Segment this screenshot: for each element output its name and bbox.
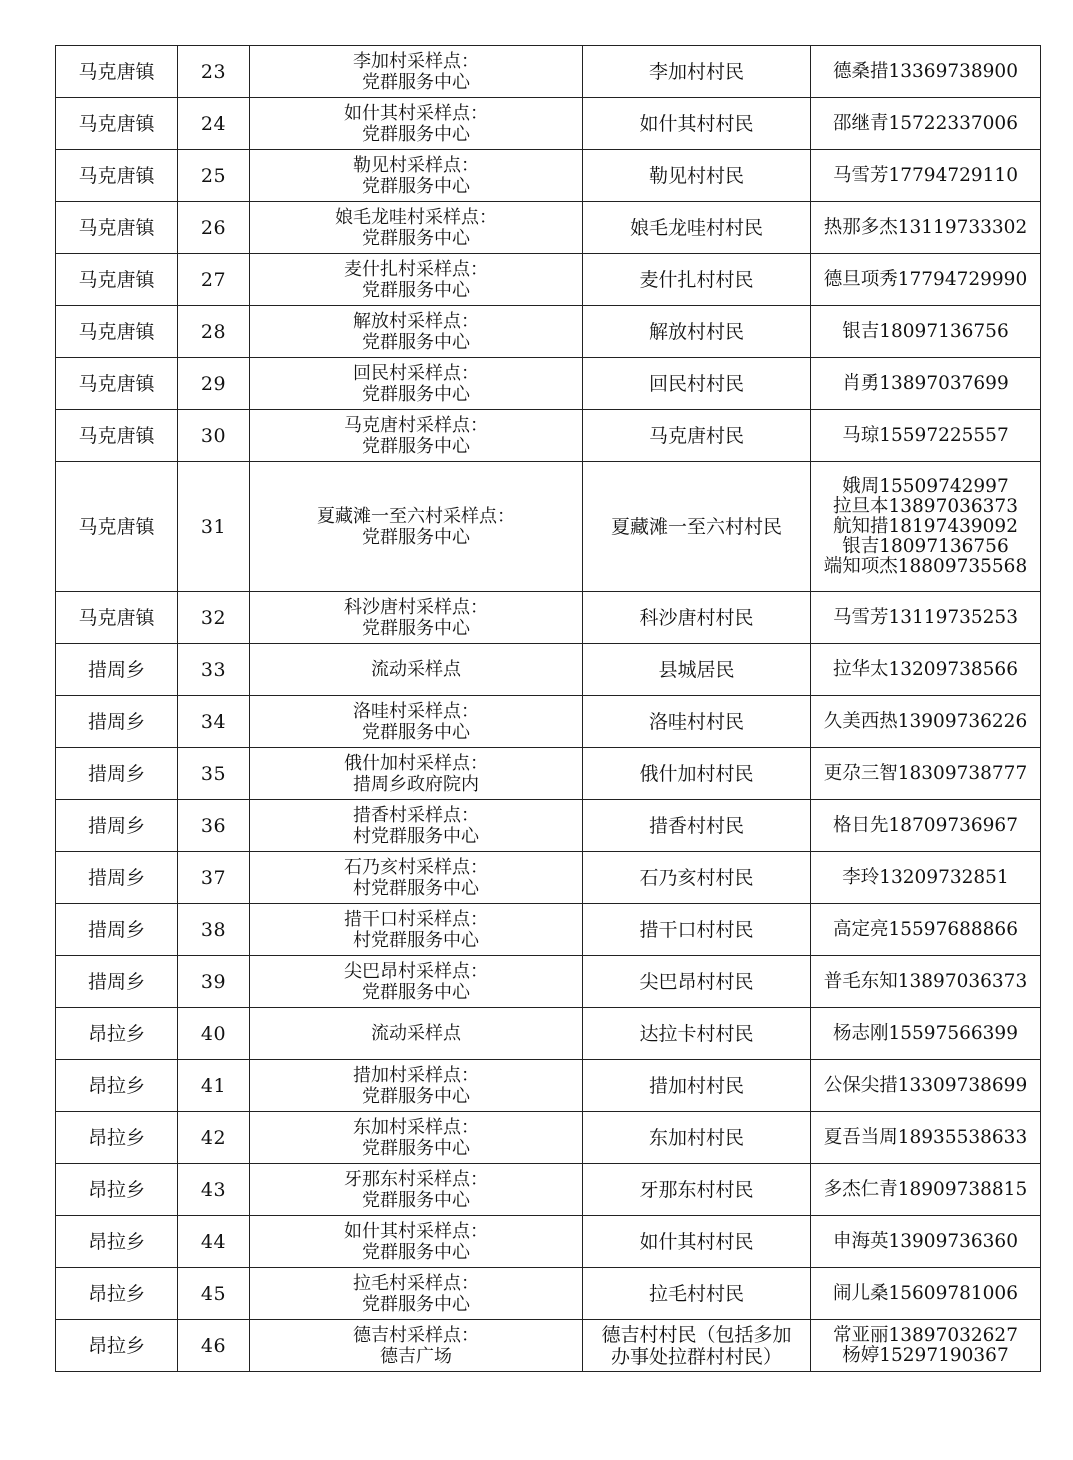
contact-cell <box>811 306 1041 358</box>
town-cell: 措周乡 <box>56 800 178 852</box>
site-cell <box>250 1060 583 1112</box>
site-cell-line: 村党群服务中心 <box>353 825 479 847</box>
target-cell-line: 德吉村村民（包括多加 <box>601 1323 792 1346</box>
target-cell-line: 洛哇村村民 <box>648 710 744 733</box>
site-cell <box>250 306 583 358</box>
table-body <box>56 46 1041 1372</box>
contact-cell <box>811 150 1041 202</box>
number-cell: 33 <box>178 644 250 696</box>
target-cell-line: 如什其村村民 <box>639 1230 754 1253</box>
site-cell-line: 李加村采样点： <box>353 50 479 72</box>
contact-cell-line: 拉华太13209738566 <box>833 658 1018 680</box>
contact-cell <box>811 462 1041 592</box>
site-cell-line: 党群服务中心 <box>362 1293 470 1315</box>
town-cell: 昂拉乡 <box>56 1008 178 1060</box>
number-cell: 46 <box>178 1320 250 1372</box>
town-cell: 措周乡 <box>56 956 178 1008</box>
target-cell-line: 办事处拉群村村民） <box>610 1345 782 1368</box>
target-cell <box>583 696 811 748</box>
site-cell-line: 流动采样点 <box>371 1023 461 1044</box>
contact-cell <box>811 358 1041 410</box>
town-cell: 昂拉乡 <box>56 1320 178 1372</box>
site-cell-line: 党群服务中心 <box>362 123 470 145</box>
table-row <box>56 202 1041 254</box>
site-cell-line: 俄什加村采样点： <box>344 752 488 774</box>
contact-cell-line: 肖勇13897037699 <box>842 372 1009 394</box>
site-cell <box>250 150 583 202</box>
contact-cell-line: 银吉18097136756 <box>842 535 1009 557</box>
town-cell: 昂拉乡 <box>56 1164 178 1216</box>
site-cell-line: 党群服务中心 <box>362 981 470 1003</box>
number-cell: 42 <box>178 1112 250 1164</box>
site-cell-line: 如什其村采样点： <box>344 102 488 124</box>
site-cell <box>250 696 583 748</box>
target-cell <box>583 46 811 98</box>
site-cell-line: 科沙唐村采样点： <box>344 596 488 618</box>
contact-cell-line: 德桑措13369738900 <box>833 60 1018 82</box>
target-cell-line: 俄什加村村民 <box>639 762 754 785</box>
town-cell: 措周乡 <box>56 748 178 800</box>
town-cell: 马克唐镇 <box>56 150 178 202</box>
number-cell: 36 <box>178 800 250 852</box>
site-cell <box>250 1216 583 1268</box>
site-cell-line: 村党群服务中心 <box>353 877 479 899</box>
target-cell-line: 拉毛村村民 <box>648 1282 744 1305</box>
contact-cell-line: 端知项杰18809735568 <box>823 555 1028 577</box>
target-cell-line: 勒见村村民 <box>648 164 744 187</box>
contact-cell-line: 拉旦本13897036373 <box>833 495 1018 517</box>
number-cell: 35 <box>178 748 250 800</box>
site-cell-line: 党群服务中心 <box>362 383 470 405</box>
target-cell <box>583 592 811 644</box>
contact-cell-line: 多杰仁青18909738815 <box>823 1178 1028 1200</box>
site-cell <box>250 748 583 800</box>
town-cell: 昂拉乡 <box>56 1112 178 1164</box>
contact-cell-line: 更尕三智18309738777 <box>823 762 1028 784</box>
number-cell: 32 <box>178 592 250 644</box>
target-cell-line: 措香村村民 <box>648 814 744 837</box>
target-cell-line: 牙那东村村民 <box>639 1178 754 1201</box>
site-cell-line: 德吉广场 <box>380 1345 452 1367</box>
town-cell: 措周乡 <box>56 904 178 956</box>
table-row <box>56 254 1041 306</box>
site-cell-line: 党群服务中心 <box>362 617 470 639</box>
contact-cell <box>811 98 1041 150</box>
target-cell <box>583 150 811 202</box>
contact-cell-line: 马雪芳17794729110 <box>833 164 1018 186</box>
site-cell <box>250 410 583 462</box>
table-row <box>56 904 1041 956</box>
site-cell <box>250 462 583 592</box>
site-cell-line: 措干口村采样点： <box>344 908 488 930</box>
table-row <box>56 748 1041 800</box>
contact-cell <box>811 904 1041 956</box>
town-cell: 昂拉乡 <box>56 1060 178 1112</box>
number-cell: 39 <box>178 956 250 1008</box>
site-cell <box>250 1268 583 1320</box>
table-row <box>56 644 1041 696</box>
site-cell-line: 党群服务中心 <box>362 227 470 249</box>
site-cell <box>250 1008 583 1060</box>
site-cell <box>250 1112 583 1164</box>
site-cell-line: 村党群服务中心 <box>353 929 479 951</box>
table-row <box>56 956 1041 1008</box>
contact-cell <box>811 800 1041 852</box>
table-row <box>56 410 1041 462</box>
target-cell-line: 石乃亥村村民 <box>639 866 754 889</box>
target-cell <box>583 748 811 800</box>
site-cell-line: 尖巴昂村采样点： <box>344 960 488 982</box>
contact-cell <box>811 1216 1041 1268</box>
site-cell-line: 措加村采样点： <box>353 1064 479 1086</box>
number-cell: 43 <box>178 1164 250 1216</box>
table-row <box>56 592 1041 644</box>
target-cell-line: 尖巴昂村村民 <box>639 970 754 993</box>
contact-cell <box>811 1164 1041 1216</box>
table-row <box>56 1216 1041 1268</box>
contact-cell <box>811 1112 1041 1164</box>
site-cell-line: 党群服务中心 <box>362 526 470 548</box>
site-cell <box>250 1164 583 1216</box>
site-cell-line: 党群服务中心 <box>362 279 470 301</box>
table-row <box>56 46 1041 98</box>
target-cell <box>583 358 811 410</box>
target-cell <box>583 202 811 254</box>
contact-cell <box>811 592 1041 644</box>
target-cell-line: 县城居民 <box>658 658 735 681</box>
target-cell <box>583 306 811 358</box>
sampling-sites-table <box>55 45 1041 1372</box>
contact-cell-line: 马雪芳13119735253 <box>833 606 1018 628</box>
site-cell-line: 娘毛龙哇村采样点： <box>335 206 497 228</box>
site-cell-line: 麦什扎村采样点： <box>344 258 488 280</box>
number-cell: 25 <box>178 150 250 202</box>
contact-cell-line: 申海英13909736360 <box>833 1230 1018 1252</box>
town-cell: 马克唐镇 <box>56 306 178 358</box>
number-cell: 27 <box>178 254 250 306</box>
site-cell-line: 党群服务中心 <box>362 71 470 93</box>
contact-cell-line: 李玲13209732851 <box>842 866 1009 888</box>
town-cell: 马克唐镇 <box>56 98 178 150</box>
table-row <box>56 1268 1041 1320</box>
contact-cell <box>811 748 1041 800</box>
number-cell: 40 <box>178 1008 250 1060</box>
contact-cell-line: 杨志刚15597566399 <box>833 1022 1018 1044</box>
target-cell-line: 马克唐村民 <box>648 424 744 447</box>
number-cell: 29 <box>178 358 250 410</box>
contact-cell-line: 银吉18097136756 <box>842 320 1009 342</box>
contact-cell-line: 马琼15597225557 <box>842 424 1009 446</box>
target-cell <box>583 904 811 956</box>
site-cell <box>250 592 583 644</box>
town-cell: 措周乡 <box>56 696 178 748</box>
site-cell-line: 洛哇村采样点： <box>353 700 479 722</box>
town-cell: 昂拉乡 <box>56 1216 178 1268</box>
target-cell <box>583 852 811 904</box>
site-cell-line: 德吉村采样点： <box>353 1324 479 1346</box>
contact-cell-line: 航知措18197439092 <box>833 515 1018 537</box>
contact-cell-line: 娥周15509742997 <box>842 475 1009 497</box>
number-cell: 23 <box>178 46 250 98</box>
target-cell-line: 如什其村村民 <box>639 112 754 135</box>
site-cell <box>250 1320 583 1372</box>
site-cell-line: 牙那东村采样点： <box>344 1168 488 1190</box>
site-cell <box>250 202 583 254</box>
target-cell-line: 达拉卡村村民 <box>639 1022 754 1045</box>
site-cell-line: 党群服务中心 <box>362 721 470 743</box>
site-cell <box>250 358 583 410</box>
contact-cell <box>811 1008 1041 1060</box>
contact-cell-line: 公保尖措13309738699 <box>823 1074 1028 1096</box>
target-cell <box>583 410 811 462</box>
target-cell-line: 解放村村民 <box>648 320 744 343</box>
contact-cell-line: 常亚丽13897032627 <box>833 1324 1018 1346</box>
table-row <box>56 358 1041 410</box>
table-row <box>56 150 1041 202</box>
site-cell-line: 流动采样点 <box>371 659 461 680</box>
target-cell <box>583 462 811 592</box>
site-cell-line: 党群服务中心 <box>362 1189 470 1211</box>
target-cell <box>583 644 811 696</box>
site-cell <box>250 956 583 1008</box>
contact-cell <box>811 46 1041 98</box>
town-cell: 马克唐镇 <box>56 254 178 306</box>
table-row <box>56 1060 1041 1112</box>
town-cell: 马克唐镇 <box>56 410 178 462</box>
target-cell-line: 麦什扎村村民 <box>639 268 754 291</box>
target-cell-line: 措加村村民 <box>648 1074 744 1097</box>
site-cell-line: 党群服务中心 <box>362 175 470 197</box>
number-cell: 37 <box>178 852 250 904</box>
site-cell-line: 勒见村采样点： <box>353 154 479 176</box>
site-cell-line: 解放村采样点： <box>353 310 479 332</box>
number-cell: 38 <box>178 904 250 956</box>
target-cell <box>583 1164 811 1216</box>
target-cell <box>583 1320 811 1372</box>
contact-cell <box>811 956 1041 1008</box>
contact-cell <box>811 1268 1041 1320</box>
target-cell-line: 措干口村村民 <box>639 918 754 941</box>
contact-cell <box>811 1320 1041 1372</box>
contact-cell-line: 杨婷15297190367 <box>842 1344 1009 1366</box>
site-cell-line: 党群服务中心 <box>362 435 470 457</box>
town-cell: 马克唐镇 <box>56 592 178 644</box>
table-row <box>56 306 1041 358</box>
contact-cell <box>811 644 1041 696</box>
contact-cell-line: 闹儿桑15609781006 <box>833 1282 1018 1304</box>
target-cell-line: 回民村村民 <box>648 372 744 395</box>
town-cell: 马克唐镇 <box>56 358 178 410</box>
contact-cell-line: 邵继青15722337006 <box>833 112 1018 134</box>
site-cell-line: 拉毛村采样点： <box>353 1272 479 1294</box>
site-cell-line: 措香村采样点： <box>353 804 479 826</box>
site-cell <box>250 98 583 150</box>
contact-cell-line: 格日先18709736967 <box>833 814 1018 836</box>
target-cell <box>583 98 811 150</box>
site-cell-line: 如什其村采样点： <box>344 1220 488 1242</box>
target-cell <box>583 1216 811 1268</box>
target-cell-line: 李加村村民 <box>648 60 744 83</box>
contact-cell <box>811 696 1041 748</box>
target-cell-line: 科沙唐村村民 <box>639 606 754 629</box>
number-cell: 41 <box>178 1060 250 1112</box>
number-cell: 44 <box>178 1216 250 1268</box>
site-cell <box>250 254 583 306</box>
town-cell: 昂拉乡 <box>56 1268 178 1320</box>
site-cell-line: 党群服务中心 <box>362 1241 470 1263</box>
town-cell: 马克唐镇 <box>56 202 178 254</box>
target-cell-line: 夏藏滩一至六村村民 <box>610 515 782 538</box>
target-cell <box>583 800 811 852</box>
table-row <box>56 852 1041 904</box>
site-cell-line: 东加村采样点： <box>353 1116 479 1138</box>
site-cell-line: 党群服务中心 <box>362 1085 470 1107</box>
site-cell-line: 夏藏滩一至六村采样点： <box>317 505 515 527</box>
contact-cell <box>811 410 1041 462</box>
table-row <box>56 1164 1041 1216</box>
contact-cell-line: 普毛东知13897036373 <box>823 970 1028 992</box>
site-cell <box>250 852 583 904</box>
site-cell-line: 石乃亥村采样点： <box>344 856 488 878</box>
target-cell <box>583 1112 811 1164</box>
number-cell: 45 <box>178 1268 250 1320</box>
table-row <box>56 800 1041 852</box>
target-cell <box>583 254 811 306</box>
contact-cell-line: 热那多杰13119733302 <box>823 216 1028 238</box>
site-cell <box>250 644 583 696</box>
town-cell: 措周乡 <box>56 644 178 696</box>
table-row <box>56 462 1041 592</box>
table-row <box>56 98 1041 150</box>
target-cell-line: 娘毛龙哇村村民 <box>629 216 763 239</box>
contact-cell-line: 德旦项秀17794729990 <box>823 268 1028 290</box>
contact-cell <box>811 852 1041 904</box>
number-cell: 28 <box>178 306 250 358</box>
contact-cell <box>811 1060 1041 1112</box>
number-cell: 34 <box>178 696 250 748</box>
number-cell: 31 <box>178 462 250 592</box>
site-cell <box>250 904 583 956</box>
town-cell: 马克唐镇 <box>56 46 178 98</box>
target-cell <box>583 1008 811 1060</box>
site-cell <box>250 800 583 852</box>
contact-cell <box>811 254 1041 306</box>
site-cell <box>250 46 583 98</box>
contact-cell-line: 夏吾当周18935538633 <box>823 1126 1028 1148</box>
number-cell: 26 <box>178 202 250 254</box>
target-cell-line: 东加村村民 <box>648 1126 744 1149</box>
site-cell-line: 回民村采样点： <box>353 362 479 384</box>
town-cell: 马克唐镇 <box>56 462 178 592</box>
table-row <box>56 696 1041 748</box>
table-row <box>56 1320 1041 1372</box>
contact-cell <box>811 202 1041 254</box>
target-cell <box>583 956 811 1008</box>
target-cell <box>583 1060 811 1112</box>
target-cell <box>583 1268 811 1320</box>
table-row <box>56 1112 1041 1164</box>
contact-cell-line: 高定亮15597688866 <box>833 918 1018 940</box>
number-cell: 30 <box>178 410 250 462</box>
contact-cell-line: 久美西热13909736226 <box>823 710 1028 732</box>
number-cell: 24 <box>178 98 250 150</box>
table-row <box>56 1008 1041 1060</box>
site-cell-line: 马克唐村采样点： <box>344 414 488 436</box>
site-cell-line: 党群服务中心 <box>362 1137 470 1159</box>
town-cell: 措周乡 <box>56 852 178 904</box>
site-cell-line: 党群服务中心 <box>362 331 470 353</box>
site-cell-line: 措周乡政府院内 <box>353 773 479 795</box>
